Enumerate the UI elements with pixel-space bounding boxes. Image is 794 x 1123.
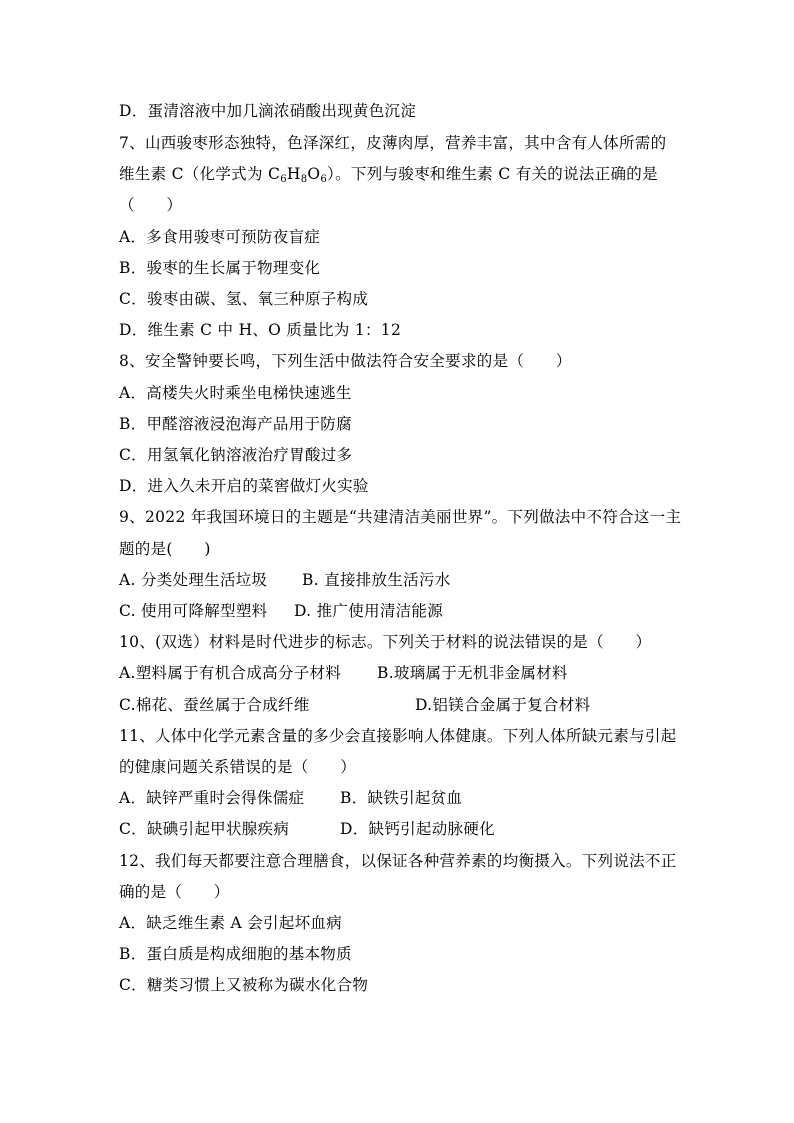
q12-option-a: A．缺乏维生素 A 会引起坏血病 [119, 914, 343, 932]
q9-option-d: D. 推广使用清洁能源 [294, 602, 444, 620]
element-symbol: H [286, 165, 301, 183]
q7-stem-line2 [119, 164, 658, 190]
q10-option-a: A.塑料属于有机合成高分子材料 [119, 664, 342, 682]
q11-stem-line2: 的健康问题关系错误的是（ ） [119, 758, 357, 776]
subscript: 8 [300, 174, 308, 185]
q8-stem: 8、安全警钟要长鸣，下列生活中做法符合安全要求的是（ ） [119, 352, 572, 370]
element-symbol: O [307, 165, 321, 183]
q7-stem-text: ）。下列与骏枣和维生素 C 有关的说法正确的是 [327, 165, 658, 183]
q11-stem-line1: 11、人体中化学元素含量的多少会直接影响人体健康。下列人体所缺元素与引起 [119, 727, 677, 745]
q8-option-c: C．用氢氧化钠溶液治疗胃酸过多 [119, 446, 353, 464]
q12-option-b: B．蛋白质是构成细胞的基本物质 [119, 945, 352, 963]
q11-option-b: B．缺铁引起贫血 [340, 789, 463, 807]
q12-stem-line1: 12、我们每天都要注意合理膳食，以保证各种营养素的均衡摄入。下列说法不正 [119, 852, 677, 870]
q6-option-d: D．蛋清溶液中加几滴浓硝酸出现黄色沉淀 [119, 102, 417, 120]
q7-answer-bracket: （ ） [119, 196, 183, 214]
q7-stem-text: 维生素 C（化学式为 C [119, 165, 281, 183]
q7-stem-line1: 7、山西骏枣形态独特，色泽深红，皮薄肉厚，营养丰富，其中含有人体所需的 [119, 134, 667, 152]
q10-stem: 10、(双选）材料是时代进步的标志。下列关于材料的说法错误的是（ ） [119, 633, 652, 651]
q11-option-d: D．缺钙引起动脉硬化 [340, 820, 495, 838]
q9-option-c: C. 使用可降解型塑料 [119, 602, 268, 620]
q12-stem-line2: 确的是（ ） [119, 883, 230, 901]
q10-option-c: C.棉花、蚕丝属于合成纤维 [119, 696, 310, 714]
q10-option-b: B.玻璃属于无机非金属材料 [377, 664, 568, 682]
q9-stem-line1: 9、2022 年我国环境日的主题是“共建清洁美丽世界”。下列做法中不符合这一主 [119, 508, 682, 526]
q8-option-d: D．进入久未开启的菜窖做灯火实验 [119, 477, 369, 495]
q8-option-a: A．高楼失火时乘坐电梯快速逃生 [119, 384, 352, 402]
q7-option-b: B．骏枣的生长属于物理变化 [119, 259, 321, 277]
q9-option-b: B. 直接排放生活污水 [302, 571, 451, 589]
q10-option-d: D.铝镁合金属于复合材料 [415, 696, 591, 714]
q11-option-c: C．缺碘引起甲状腺疾病 [119, 820, 290, 838]
q12-option-c: C．糖类习惯上又被称为碳水化合物 [119, 976, 369, 994]
q7-option-c: C．骏枣由碳、氢、氧三种原子构成 [119, 290, 369, 308]
q7-option-a: A．多食用骏枣可预防夜盲症 [119, 228, 321, 246]
q11-option-a: A．缺锌严重时会得侏儒症 [119, 789, 305, 807]
subscript: 6 [320, 174, 328, 185]
q9-stem-line2: 题的是( ) [119, 540, 211, 558]
q8-option-b: B．甲醛溶液浸泡海产品用于防腐 [119, 415, 352, 433]
q7-option-d: D．维生素 C 中 H、O 质量比为 1：12 [119, 321, 402, 339]
subscript: 6 [280, 174, 287, 185]
q9-option-a: A. 分类处理生活垃圾 [119, 571, 268, 589]
